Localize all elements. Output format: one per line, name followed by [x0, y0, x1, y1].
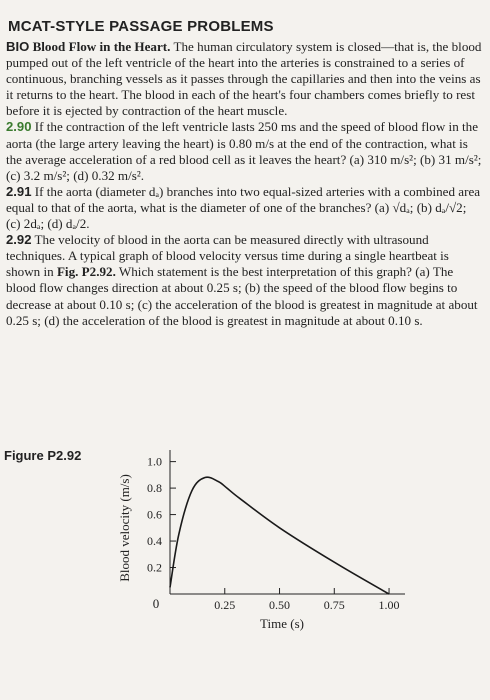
problem-number: 2.90 — [6, 119, 32, 135]
velocity-curve — [170, 477, 389, 594]
passage-title: Blood Flow in the Heart. — [32, 39, 171, 54]
passage-number: BIO — [6, 39, 30, 54]
x-tick-label: 0.25 — [214, 598, 236, 612]
problem-text: If the aorta (diameter dₐ) branches into two equal-sized arteries with a combined area equal to that of the aorta, what is the diameter of one of the branches? (a) √dₐ; (b) dₐ/√2; (c) 2dₐ; (d) dₐ/2. — [6, 183, 481, 232]
problem-text-after: Which statement is the best interpretation of this graph? (a) The blood flow changes direction at about 0.25 s; (b) the speed of the blood flow begins to decrease at about 0.10 s; (c) the acceleration of the blood is greatest in magnitude at about 0.25 s; (d) the acceleration of the blood is greatest in magnitude at about 0.10 s. — [6, 264, 478, 328]
x-tick-label: 0.50 — [269, 598, 291, 612]
figure-reference: Fig. P2.92. — [56, 264, 116, 280]
section-heading: MCAT-STYLE PASSAGE PROBLEMS — [8, 18, 274, 35]
problem-text: If the contraction of the left ventricle lasts 250 ms and the speed of blood flow in the aorta (the large artery leaving the heart) is 0.80 m/s at the end of the contraction, what is the average acceleration of a red blood cell as it leaves the heart? (a) 310 m/s²; (b) 31 m/s²; (c) 3.2 m/s²; (d) 0.32 m/s². — [6, 119, 482, 183]
y-tick-label: 0.4 — [147, 534, 162, 549]
problem-number: 2.92 — [6, 232, 32, 248]
x-tick-label: 1.00 — [378, 598, 400, 612]
y-tick-label: 0.2 — [147, 560, 162, 575]
y-tick-label: 1.0 — [147, 454, 162, 469]
x-axis-label: Time (s) — [260, 616, 304, 631]
passage-body: The human circulatory system is closed—that is, the blood pumped out of the left ventricle of the heart into the arteries is constrained to a series of continuous, branching vessels as it passes through the capillaries and then into the veins as it returns to the heart. The blood in each of the heart's four chambers comes briefly to rest before it is ejected by contraction of the heart muscle. — [6, 39, 482, 119]
problem-number: 2.91 — [6, 183, 32, 199]
y-axis-label: Blood velocity (m/s) — [117, 474, 132, 582]
y-tick-label: 0.8 — [147, 481, 162, 496]
y-tick-label: 0.6 — [147, 507, 162, 522]
x-tick-label: 0.75 — [323, 598, 345, 612]
problem-text-before: The velocity of blood in the aorta can be measured directly with ultrasound techniques. A typical graph of blood velocity versus time during a single heartbeat is shown in — [6, 232, 449, 280]
origin-label: 0 — [152, 596, 160, 611]
figure-label: Figure P2.92 — [4, 448, 82, 463]
